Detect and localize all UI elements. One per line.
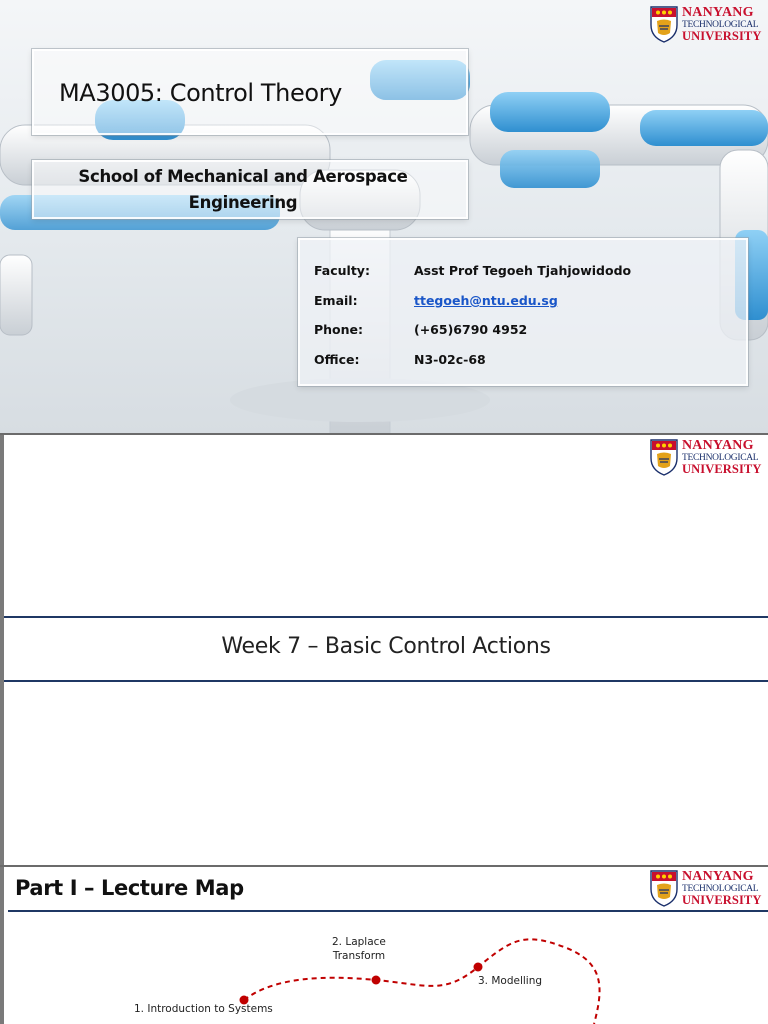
node-2-label-line-1: 2. Laplace: [332, 936, 386, 948]
phone-value: (+65)6790 4952: [414, 322, 528, 337]
faculty-info-box: [298, 238, 748, 386]
lecture-map-slide: [0, 867, 768, 1024]
lecture-map-diagram: [4, 867, 768, 1024]
title-slide: [0, 0, 768, 433]
node-2-label: [332, 935, 386, 963]
ntu-logo: [649, 436, 763, 478]
school-name-line-2: Engineering: [188, 193, 298, 212]
faculty-label: Faculty:: [314, 263, 370, 278]
email-link[interactable]: ttegoeh@ntu.edu.sg: [414, 293, 558, 308]
logo-line-3: UNIVERSITY: [682, 893, 762, 907]
node-1-label: 1. Introduction to Systems: [134, 1003, 273, 1015]
course-title: MA3005: Control Theory: [59, 79, 342, 107]
lecture-map-title: Part I – Lecture Map: [15, 876, 244, 900]
logo-line-2: TECHNOLOGICAL: [682, 19, 759, 30]
logo-line-1: NANYANG: [682, 868, 754, 884]
logo-line-2: TECHNOLOGICAL: [682, 452, 759, 463]
node-3-label: 3. Modelling: [478, 975, 543, 987]
node-2-label-line-2: Transform: [332, 950, 386, 962]
logo-line-3: UNIVERSITY: [682, 462, 762, 476]
school-name: [34, 164, 452, 216]
email-label: Email:: [314, 293, 358, 308]
course-title-box: [32, 49, 468, 135]
title-band-bottom-rule: [4, 680, 768, 682]
logo-line-2: TECHNOLOGICAL: [682, 883, 759, 894]
title-band-top-rule: [4, 616, 768, 618]
node-3-marker: [474, 963, 483, 972]
week-title: Week 7 – Basic Control Actions: [221, 634, 551, 659]
lecture-path: [244, 939, 600, 1024]
ntu-crest-icon: [649, 5, 679, 43]
logo-line-1: NANYANG: [682, 4, 754, 20]
phone-label: Phone:: [314, 322, 364, 337]
ntu-crest-icon: [649, 438, 679, 476]
ntu-logo: [649, 3, 763, 45]
school-name-line-1: School of Mechanical and Aerospace: [78, 167, 408, 186]
node-2-marker: [372, 976, 381, 985]
logo-line-1: NANYANG: [682, 437, 754, 453]
school-box: [32, 160, 468, 219]
week-title-slide: [0, 435, 768, 865]
office-label: Office:: [314, 352, 360, 367]
office-value: N3-02c-68: [414, 352, 486, 367]
faculty-value: Asst Prof Tegoeh Tjahjowidodo: [414, 263, 632, 278]
logo-line-3: UNIVERSITY: [682, 29, 762, 43]
